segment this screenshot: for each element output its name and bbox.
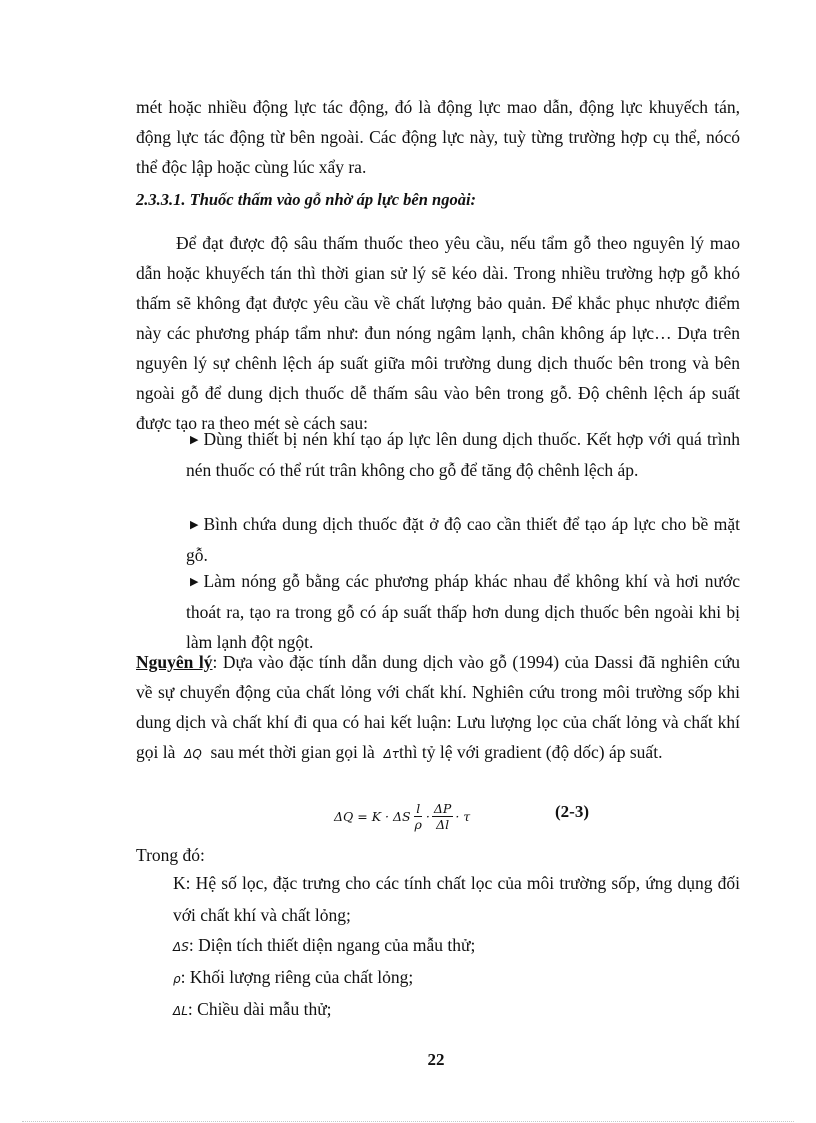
definition-text: K: Hệ số lọc, đặc trưng cho các tính chất lọc của môi trường sốp, ứng dụng đối với chất khí và chất lỏng;	[173, 873, 740, 925]
definition-symbol: ρ	[173, 972, 181, 986]
definition-item	[173, 930, 740, 962]
definition-symbol: ΔS	[173, 940, 189, 954]
main-paragraph: Để đạt được độ sâu thấm thuốc theo yêu cầu, nếu tẩm gỗ theo nguyên lý mao dẫn hoặc khuyếch tán thì thời gian sử lý sẽ kéo dài. Trong nhiều trường hợp gỗ khó thấm sẽ không đạt được yêu cầu về chất lượng bảo quản. Để khắc phục nhược điểm này các phương pháp tẩm như: đun nóng ngâm lạnh, chân không áp lực… Dựa trên nguyên lý sự chênh lệch áp suất giữa môi trường dung dịch thuốc bên trong và bên ngoài gỗ để dung dịch thuốc dễ thấm sâu vào bên trong gỗ. Độ chênh lệch áp suất được tạo ra theo mét sè cách sau:	[136, 233, 740, 433]
fraction-denominator: ρ	[414, 816, 422, 832]
page-number: 22	[427, 1050, 445, 1069]
page-divider	[22, 1121, 794, 1122]
delta-tau-symbol: Δτ	[383, 747, 400, 761]
bullet-text: Bình chứa dung dịch thuốc đặt ở độ cao cần thiết để tạo áp lực cho bề mặt gỗ.	[186, 514, 740, 565]
principle-text: sau mét thời gian gọi là	[210, 742, 375, 762]
principle-label: Nguyên lý	[136, 652, 213, 672]
definitions-list	[173, 868, 740, 1026]
definition-item	[173, 994, 740, 1026]
formula-fraction	[432, 801, 453, 832]
formula-dot: ·	[425, 808, 430, 824]
bullet-arrow-icon: ▶	[190, 434, 199, 446]
definition-text: : Khối lượng riêng của chất lỏng;	[180, 967, 414, 987]
bullet-arrow-icon: ▶	[190, 519, 199, 531]
bullet-item	[186, 509, 740, 570]
bullet-item	[186, 566, 740, 657]
definition-text: : Chiều dài mẫu thử;	[187, 999, 332, 1019]
definition-text: : Diện tích thiết diện ngang của mẫu thử;	[188, 935, 476, 955]
bullet-text: Làm nóng gỗ bằng các phương pháp khác nhau để không khí và hơi nước thoát ra, tạo ra trong gỗ có áp suất thấp hơn dung dịch thuốc bên ngoài khi bị làm lạnh đột ngột.	[186, 571, 740, 652]
principle-text: thì tỷ lệ với gradient (độ dốc) áp suất.	[399, 742, 663, 762]
formula-lhs: ΔQ = K · ΔS	[334, 808, 411, 824]
bullet-text: Dùng thiết bị nén khí tạo áp lực lên dung dịch thuốc. Kết hợp với quá trình nén thuốc có thể rút trân không cho gỗ để tăng độ chênh lệch áp.	[186, 429, 740, 480]
fraction-numerator: l	[416, 800, 421, 816]
where-label: Trong đó:	[136, 845, 205, 865]
fraction-denominator: Δl	[436, 816, 450, 832]
formula	[334, 793, 470, 839]
section-heading: 2.3.3.1. Thuốc thấm vào gỗ nhờ áp lực bên ngoài:	[136, 190, 477, 209]
formula-fraction	[413, 801, 424, 832]
equation-number: (2-3)	[555, 802, 589, 821]
intro-paragraph: mét hoặc nhiều động lực tác động, đó là động lực mao dẫn, động lực khuyếch tán, động lực tác động từ bên ngoài. Các động lực này, tuỳ từng trường hợp cụ thể, nócó thể độc lập hoặc cùng lúc xẩy ra.	[136, 97, 740, 177]
principle-paragraph	[136, 647, 740, 769]
principle-text: : Dựa vào đặc tính dẫn dung dịch vào gỗ (1994) của Dassi đã nghiên cứu về sự chuyển động của chất lỏng với chất khí. Nghiên cứu trong môi trường sốp khi dung dịch và chất khí đi qua có hai kết luận: Lưu lượng lọc của chất lỏng và chất khí gọi là	[136, 652, 741, 762]
definition-item	[173, 868, 740, 930]
bullet-arrow-icon: ▶	[190, 576, 199, 588]
definition-item	[173, 962, 740, 994]
bullet-item	[186, 424, 740, 485]
definition-symbol: ΔL	[173, 1004, 188, 1018]
formula-tail: · τ	[455, 808, 471, 824]
delta-q-symbol: ΔQ	[184, 747, 202, 761]
fraction-numerator: ΔP	[433, 800, 452, 816]
